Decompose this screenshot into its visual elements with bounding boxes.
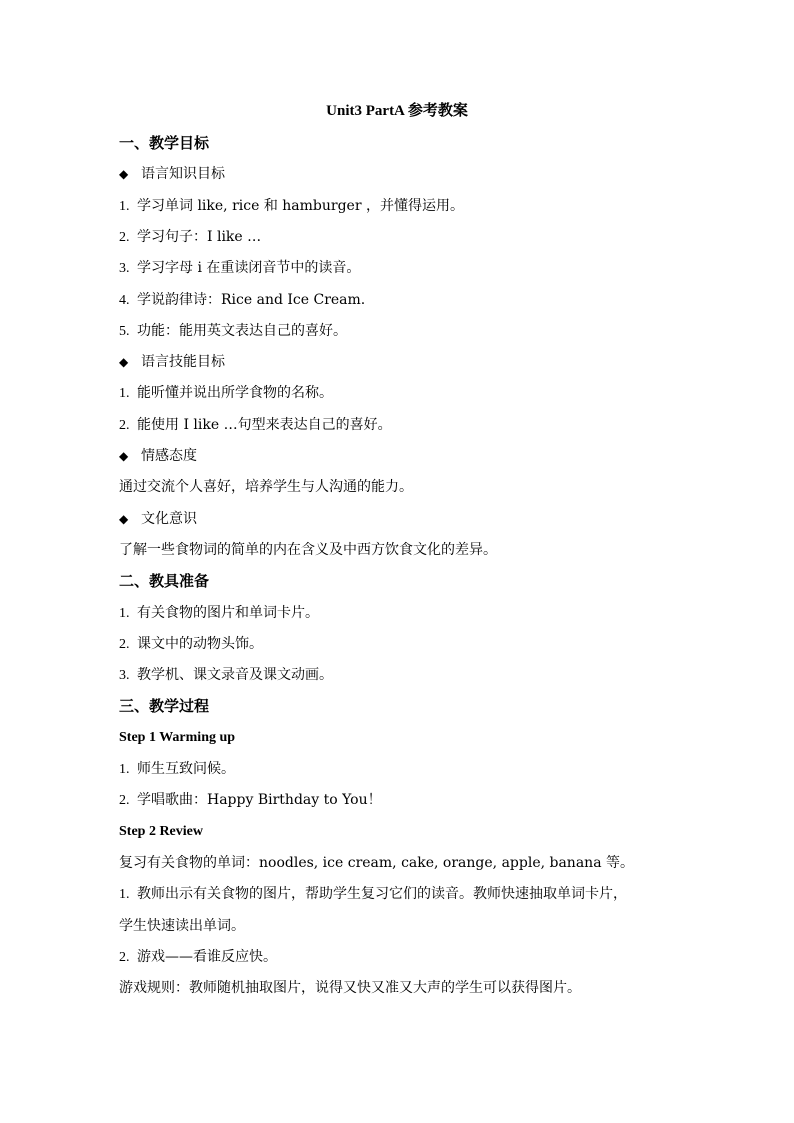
document-title: Unit3 PartA 参考教案 [326,103,468,119]
paragraph: 通过交流个人喜好，培养学生与人沟通的能力。 [119,479,413,496]
subsection-heading-text: 情感态度 [141,448,197,464]
list-item [119,759,719,780]
paragraph: 学生快速读出单词。 [119,917,245,934]
list-item-text: 学说韵律诗：Rice and Ice Cream. [137,291,366,308]
list-item [119,321,719,342]
list-item-number: 1. [119,762,130,777]
section-heading: 三、教学过程 [119,697,210,716]
list-item [119,790,719,811]
list-item-number: 2. [119,793,130,809]
list-item-number: 3. [119,261,130,277]
list-item [119,290,719,311]
list-item-text: 游戏——看谁反应快。 [137,948,277,965]
list-item-text: 学唱歌曲：Happy Birthday to You！ [137,792,382,809]
list-item-number: 2. [119,229,130,245]
paragraph: 了解一些食物词的简单的内在含义及中西方饮食文化的差异。 [119,541,497,558]
subsection-heading-text: 语言知识目标 [141,166,225,183]
subsection-heading [119,446,719,466]
list-item-text: 学习单词 like, rice 和 hamburger ，并懂得运用。 [137,197,464,214]
diamond-bullet-icon: ◆ [119,449,129,463]
list-item-number: 2. [119,949,130,965]
list-item [119,258,719,279]
diamond-bullet-icon: ◆ [119,167,129,182]
section-heading: 二、教具准备 [119,572,210,591]
list-item-text: 有关食物的图片和单词卡片。 [137,604,319,621]
list-item-text: 课文中的动物头饰。 [137,635,263,652]
subsection-heading-text: 文化意识 [141,510,197,527]
list-item [119,603,719,624]
list-item [119,665,719,686]
step-heading: Step 2 Review [119,823,203,839]
list-item-text: 能使用 I like …句型来表达自己的喜好。 [137,416,392,433]
subsection-heading-text: 语言技能目标 [141,354,225,371]
list-item [119,884,719,905]
list-item-number: 1. [119,198,130,214]
list-item-number: 2. [119,636,130,652]
list-item [119,947,719,968]
list-item-number: 2. [119,417,130,433]
list-item-text: 能听懂并说出所学食物的名称。 [137,385,333,402]
list-item [119,415,719,436]
diamond-bullet-icon: ◆ [119,355,129,370]
list-item-number: 5. [119,323,130,339]
subsection-heading [119,352,719,372]
step-heading: Step 1 Warming up [119,729,236,745]
list-item-number: 1. [119,605,130,621]
list-item [119,196,719,217]
list-item [119,383,719,404]
paragraph: 复习有关食物的单词：noodles, ice cream, cake, orange, apple, banana 等。 [119,854,634,871]
paragraph: 游戏规则：教师随机抽取图片，说得又快又准又大声的学生可以获得图片。 [119,980,581,997]
subsection-heading [119,164,719,184]
list-item-text: 师生互致问候。 [137,761,235,777]
list-item-number: 1. [119,386,130,402]
list-item-text: 教学机、课文录音及课文动画。 [137,667,333,684]
list-item-number: 3. [119,668,130,684]
list-item-text: 学习句子：I like … [137,228,262,245]
subsection-heading [119,509,719,529]
list-item-text: 学习字母 i 在重读闭音节中的读音。 [137,260,361,277]
list-item [119,227,719,248]
list-item-text: 教师出示有关食物的图片，帮助学生复习它们的读音。教师快速抽取单词卡片， [137,886,627,903]
section-heading: 一、教学目标 [119,134,210,152]
list-item-number: 1. [119,887,130,903]
diamond-bullet-icon: ◆ [119,511,129,526]
list-item-number: 4. [119,292,130,308]
list-item [119,634,719,655]
list-item-text: 功能：能用英文表达自己的喜好。 [137,322,347,339]
